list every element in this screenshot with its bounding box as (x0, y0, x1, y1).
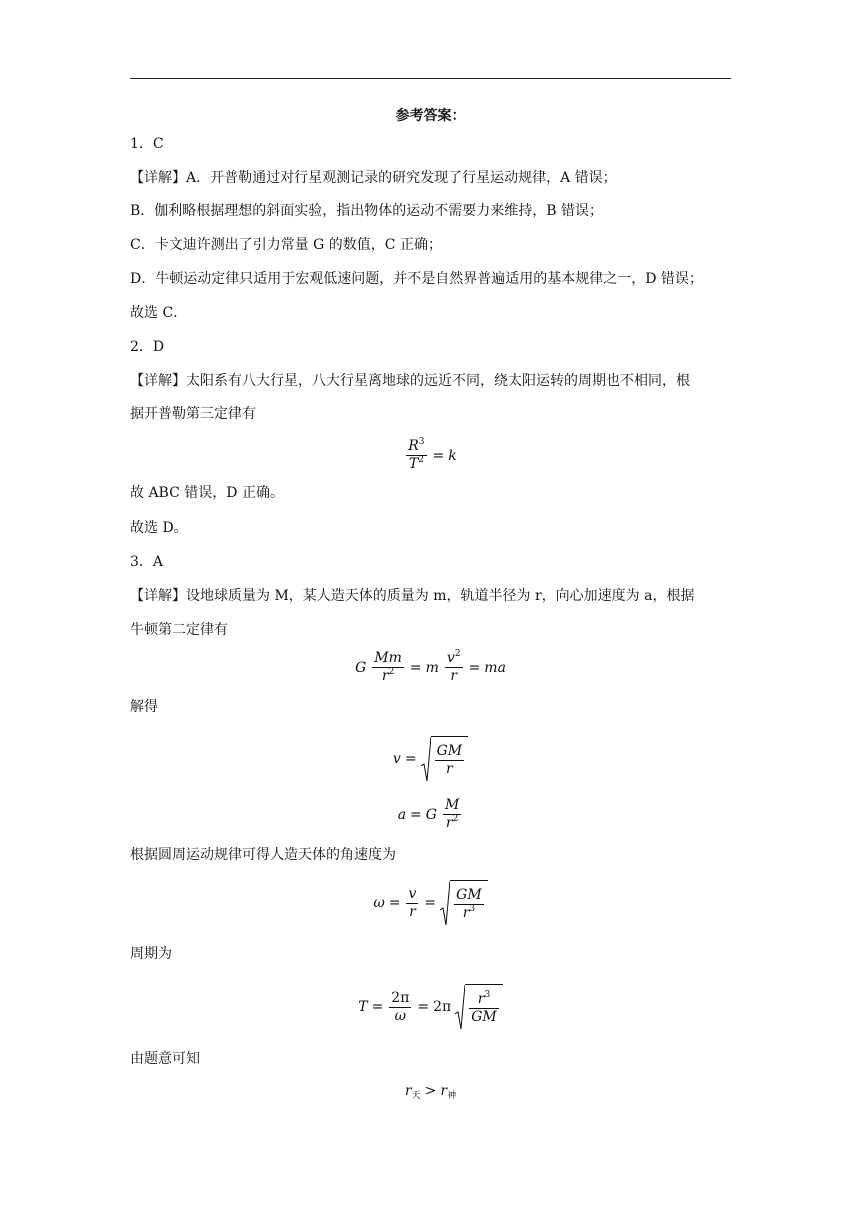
subscript-shen: 神 (447, 1091, 457, 1101)
equation-radius-compare: $r_天$ > $r_神$ (404, 1083, 457, 1101)
page-title: 参考答案： (395, 108, 466, 124)
q2-result: 故 ABC 错误，D 正确。 (130, 485, 284, 501)
equation-acceleration: a = G $\frac{M}{r^2}$ (397, 797, 460, 831)
q1-line-b: B．伽利略根据理想的斜面实验，指出物体的运动不需要力来维持，B 错误； (130, 203, 604, 219)
q3-line-b: 牛顿第二定律有 (130, 622, 228, 638)
q1-line-c: C．卡文迪许测出了引力常量 G 的数值，C 正确； (130, 237, 442, 253)
subscript-tian: 天 (411, 1091, 421, 1101)
q1-heading: 1．C (130, 136, 164, 152)
q3-omega-intro: 根据圆周运动规律可得人造天体的角速度为 (130, 847, 396, 863)
q2-conclusion: 故选 D。 (130, 520, 188, 536)
q3-period-intro: 周期为 (130, 946, 172, 962)
equation-kepler-third: $\frac{R^3}{T^2}$ = k (408, 437, 457, 472)
q3-known-intro: 由题意可知 (130, 1051, 200, 1067)
q1-conclusion: 故选 C． (130, 305, 188, 321)
q3-heading: 3．A (130, 554, 164, 570)
header-rule (130, 78, 731, 79)
equation-period: T = $\frac{2\pi}{\omega}$ = 2π $\frac{r^3}{GM}$ (130, 984, 731, 1030)
q1-line-d: D．牛顿运动定律只适用于宏观低速问题，并不是自然界普遍适用的基本规律之一，D 错误； (130, 271, 703, 287)
equation-angular-velocity: ω = $\frac{v}{r}$ = $\frac{GM}{r^3}$ (130, 880, 731, 926)
q2-line-b: 据开普勒第三定律有 (130, 406, 256, 422)
q2-line-a: 【详解】太阳系有八大行星，八大行星离地球的远近不同，绕太阳运转的周期也不相同，根 (130, 373, 690, 389)
q2-heading: 2．D (130, 339, 165, 355)
q3-solve: 解得 (130, 699, 158, 715)
equation-velocity: v = $\frac{GM}{r}$ (130, 736, 731, 782)
equation-newton-second: G $\frac{Mm}{r^2}$ = m $\frac{v^2}{r}$ = ma (355, 649, 506, 684)
q3-line-a: 【详解】设地球质量为 M，某人造天体的质量为 m，轨道半径为 r，向心加速度为 a，根据 (130, 588, 695, 604)
q1-line-a: 【详解】A．开普勒通过对行星观测记录的研究发现了行星运动规律，A 错误； (130, 170, 617, 186)
